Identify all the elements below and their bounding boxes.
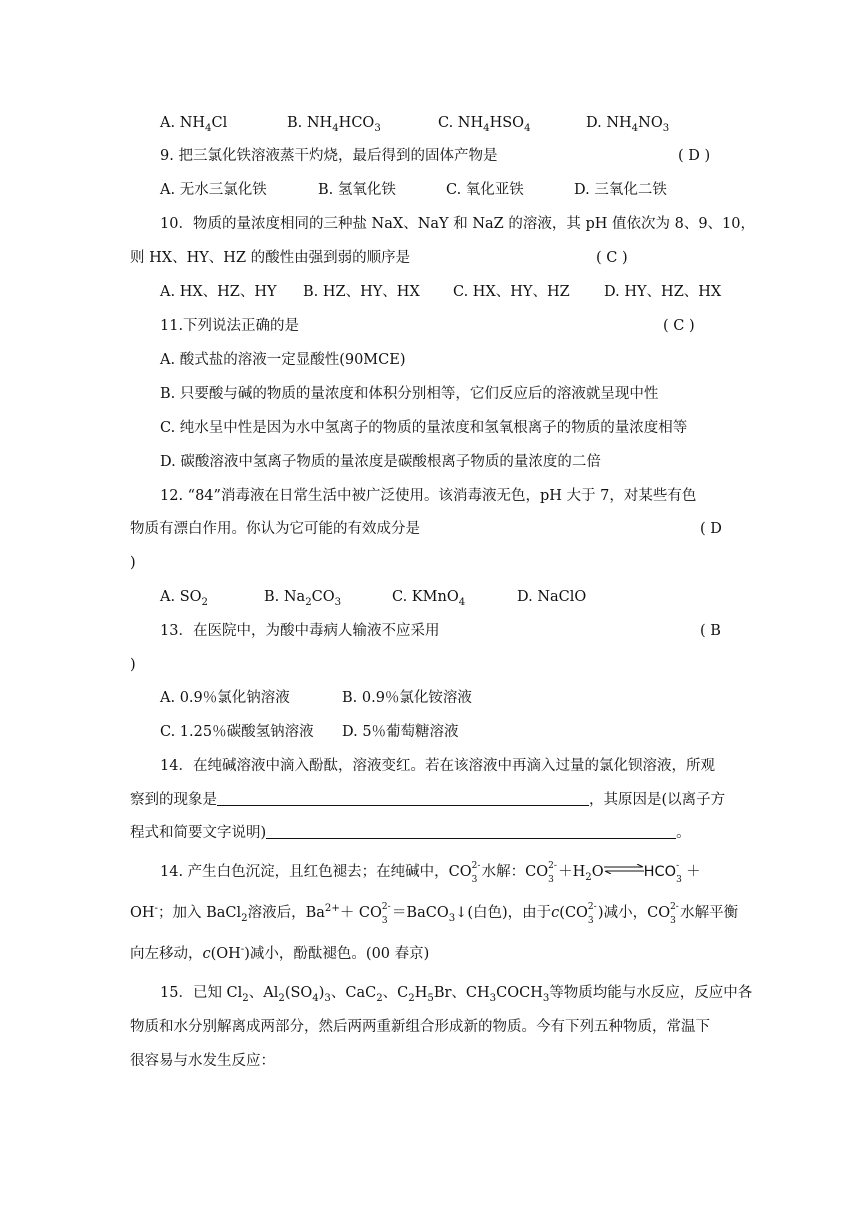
q10-option-d: D. HY、HZ、HX [604, 284, 722, 300]
q10-option-b: B. HZ、HY、HX [303, 284, 420, 300]
equilibrium-arrow-icon [604, 864, 644, 874]
q15-line3: 很容易与水发生反应： [130, 1053, 275, 1069]
q9-option-c: C. 氧化亚铁 [446, 182, 524, 198]
q9-option-a: A. 无水三氯化铁 [160, 182, 267, 198]
q12-line2: 物质有漂白作用。你认为它可能的有效成分是 ( D [130, 521, 722, 537]
q10-option-a: A. HX、HZ、HY [160, 284, 277, 300]
q8-option-d: D. $NH_4NO_3$ [586, 115, 670, 134]
q13-option-d: D. 5％葡萄糖溶液 [342, 724, 459, 740]
q12-line1: 12. “84”消毒液在日常生活中被广泛使用。该消毒液无色，pH 大于 7，对某些有色 [160, 488, 697, 504]
q10-answer: ( C ) [596, 250, 628, 266]
a14-line3: 向左移动，c(OH-)减小，酚酞褪色。(00 春京) [130, 944, 430, 962]
q8-option-b: B. $NH_4HCO_3$ [287, 115, 381, 134]
a14-co3-charge: 2- 3 [471, 861, 481, 885]
q13-option-b: B. 0.9％氯化铵溶液 [342, 690, 472, 706]
q13-answer: ( B [700, 623, 721, 639]
q11-option-d: D. 碳酸溶液中氢离子物质的量浓度是碳酸根离子物质的量浓度的二倍 [160, 454, 601, 470]
q11-option-c: C. 纯水呈中性是因为水中氢离子的物质的量浓度和氢氧根离子的物质的量浓度相等 [160, 420, 688, 436]
q12-option-c: C. KMnO$_4$ [392, 589, 466, 608]
q14-blank-reason [266, 824, 676, 839]
q10-line2: 则 HX、HY、HZ 的酸性由强到弱的顺序是 ( C ) [130, 250, 628, 266]
q10-option-c: C. HX、HY、HZ [453, 284, 570, 300]
q12-option-a: A. $SO_2$ [160, 589, 208, 608]
q11-option-b: B. 只要酸与碱的物质的量浓度和体积分别相等，它们反应后的溶液就呈现中性 [160, 386, 659, 402]
q13-option-c: C. 1.25％碳酸氢钠溶液 [160, 724, 314, 740]
q12-answer-close: ) [130, 555, 136, 571]
q15-line1: 15．已知 $Cl_2$、$Al_2(SO_4)_3$、CaC$_2$、$C_2H_5Br$、$CH_3COCH_3$等物质均能与水反应，反应中各 [160, 985, 753, 1004]
q12-option-b: B. $Na_2CO_3$ [264, 589, 342, 608]
a14-co3-charge-5: 2- 3 [670, 902, 679, 926]
q13-stem: 13．在医院中，为酸中毒病人输液不应采用 ( B [160, 623, 721, 639]
q9-option-d: D. 三氧化二铁 [574, 182, 667, 198]
a14-co3-charge-3: 2- 3 [381, 902, 391, 926]
q8-option-c: C. $NH_4HSO_4$ [438, 115, 531, 134]
q9-option-b: B. 氢氧化铁 [318, 182, 396, 198]
q15-line2: 物质和水分别解离成两部分，然后两两重新组合形成新的物质。今有下列五种物质，常温下 [130, 1019, 710, 1035]
q14-line3: 程式和简要文字说明) 。 [130, 825, 691, 841]
q14-line2: 察到的现象是 ，其原因是(以离子方 [130, 792, 726, 808]
q9-answer: ( D ) [678, 148, 711, 164]
q13-option-a: A. 0.9％氯化钠溶液 [160, 690, 290, 706]
q11-answer: ( C ) [663, 318, 695, 334]
q11-stem: 11.下列说法正确的是 ( C ) [160, 318, 695, 334]
a14-hco3-charge: - 3 [676, 861, 682, 885]
a14-co3-charge-4: 2- 3 [587, 902, 597, 926]
q9-stem: 9. 把三氯化铁溶液蒸干灼烧，最后得到的固体产物是 ( D ) [160, 148, 711, 164]
q10-line1: 10．物质的量浓度相同的三种盐 NaX、NaY 和 NaZ 的溶液，其 pH 值依次为 8、9、10， [160, 216, 756, 232]
a14-line1: 14. 产生白色沉淀，且红色褪去；在纯碱中，CO 2- 3 水解：CO 2- 3 $+H_2O$ HCO - 3 ＋ [160, 861, 701, 885]
q13-answer-close: ) [130, 657, 136, 673]
q14-blank-observation [217, 791, 589, 806]
q11-option-a: A. 酸式盐的溶液一定显酸性(90MCE) [160, 352, 406, 368]
q12-answer: ( D [700, 521, 722, 537]
a14-line2: OH-；加入 BaCl$_2$溶液后，$Ba^{2+}+$ CO 2- 3 ＝BaCO$_3$↓(白色)，由于c(CO 2- 3 )减小，CO 2- 3 水解平衡 [130, 902, 739, 926]
q12-option-d: D. NaClO [517, 589, 587, 605]
a14-co3-charge-2: 2- 3 [548, 861, 557, 885]
q14-line1: 14．在纯碱溶液中滴入酚酞，溶液变红。若在该溶液中再滴入过量的氯化钡溶液，所观 [160, 758, 715, 774]
q8-option-a: A. $NH_4Cl$ [160, 115, 228, 134]
